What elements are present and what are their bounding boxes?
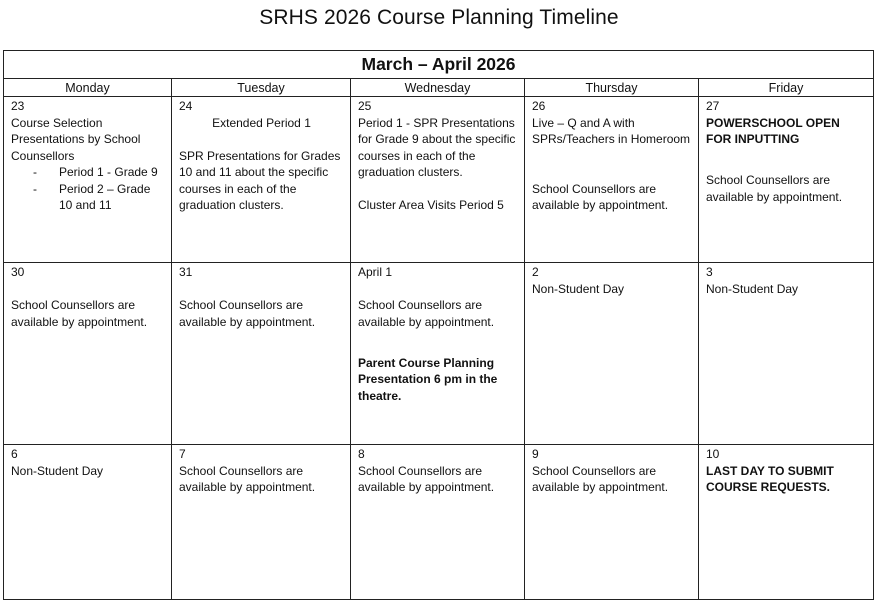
date-number: 27 xyxy=(706,99,720,113)
date-number: 6 xyxy=(11,447,18,461)
week-row xyxy=(4,445,874,600)
day-cell xyxy=(699,97,874,263)
day-header-friday: Friday xyxy=(699,79,874,97)
day-cell xyxy=(351,97,525,263)
date-number: 30 xyxy=(11,265,25,279)
day-cell xyxy=(699,445,874,600)
list-dash: - xyxy=(33,181,37,196)
cell-text-line: Course Selection xyxy=(11,115,103,130)
cell-text: Non-Student Day xyxy=(11,463,104,478)
list-dash: - xyxy=(33,165,37,179)
cell-text: School Counsellors are available by appointment. xyxy=(358,298,495,329)
cell-text: School Counsellors are available by appointment. xyxy=(179,298,316,329)
day-cell xyxy=(525,97,699,263)
list-item xyxy=(11,181,165,214)
cell-text: School Counsellors are available by appointment. xyxy=(11,298,148,329)
date-number: 9 xyxy=(532,447,539,461)
calendar-table xyxy=(3,50,874,600)
day-header-tuesday: Tuesday xyxy=(172,79,351,97)
cell-bold-text: LAST DAY TO SUBMIT COURSE REQUESTS. xyxy=(706,463,834,494)
cell-text-line: Counsellors xyxy=(11,148,75,163)
list-item xyxy=(11,164,165,181)
day-cell xyxy=(172,263,351,445)
document-title: SRHS 2026 Course Planning Timeline xyxy=(259,6,619,29)
date-number: 25 xyxy=(358,99,372,113)
day-cell xyxy=(172,97,351,263)
date-number: 23 xyxy=(11,99,25,113)
cell-bold-text: Parent Course Planning Presentation 6 pm in the theatre. xyxy=(358,355,498,403)
day-cell xyxy=(525,445,699,600)
cell-text: School Counsellors are available by appointment. xyxy=(358,463,495,494)
cell-text: Period 1 - SPR Presentations for Grade 9 about the specific courses in each of the graduation clusters. xyxy=(358,115,516,179)
cell-text: SPR Presentations for Grades 10 and 11 about the specific courses in each of the graduation clusters. xyxy=(179,148,341,212)
day-cell xyxy=(525,263,699,445)
day-cell xyxy=(699,263,874,445)
date-number: 24 xyxy=(179,99,193,113)
week-row xyxy=(4,97,874,263)
day-cell xyxy=(351,445,525,600)
day-header-thursday: Thursday xyxy=(525,79,699,97)
day-cell xyxy=(4,445,172,600)
month-header: March – April 2026 xyxy=(4,51,874,79)
cell-bold-text: POWERSCHOOL OPEN FOR INPUTTING xyxy=(706,115,840,146)
date-number: April 1 xyxy=(358,265,393,279)
date-number: 3 xyxy=(706,265,713,279)
date-number: 2 xyxy=(532,265,539,279)
date-number: 31 xyxy=(179,265,193,279)
cell-text: School Counsellors are available by appointment. xyxy=(706,173,843,204)
cell-text: School Counsellors are available by appointment. xyxy=(532,463,669,494)
week-row xyxy=(4,263,874,445)
day-header-monday: Monday xyxy=(4,79,172,97)
cell-centered-text: Extended Period 1 xyxy=(212,115,311,130)
date-number: 7 xyxy=(179,447,186,461)
cell-text-line: Presentations by School xyxy=(11,132,141,146)
date-number: 26 xyxy=(532,99,546,113)
cell-text: Cluster Area Visits Period 5 xyxy=(358,198,504,212)
date-number: 8 xyxy=(358,447,365,461)
list-item-text: Period 2 – Grade 10 and 11 xyxy=(59,181,151,212)
cell-text: School Counsellors are available by appointment. xyxy=(532,181,669,212)
cell-text: Non-Student Day xyxy=(532,281,625,296)
cell-text: School Counsellors are available by appointment. xyxy=(179,463,316,494)
date-number: 10 xyxy=(706,447,720,461)
day-cell xyxy=(4,97,172,263)
day-cell xyxy=(172,445,351,600)
day-cell xyxy=(4,263,172,445)
day-header-wednesday: Wednesday xyxy=(351,79,525,97)
day-cell xyxy=(351,263,525,445)
cell-text: Non-Student Day xyxy=(706,281,799,296)
list-item-text: Period 1 - Grade 9 xyxy=(59,165,158,179)
cell-text: Live – Q and A with SPRs/Teachers in Homeroom xyxy=(532,115,691,146)
period-list xyxy=(11,164,165,214)
